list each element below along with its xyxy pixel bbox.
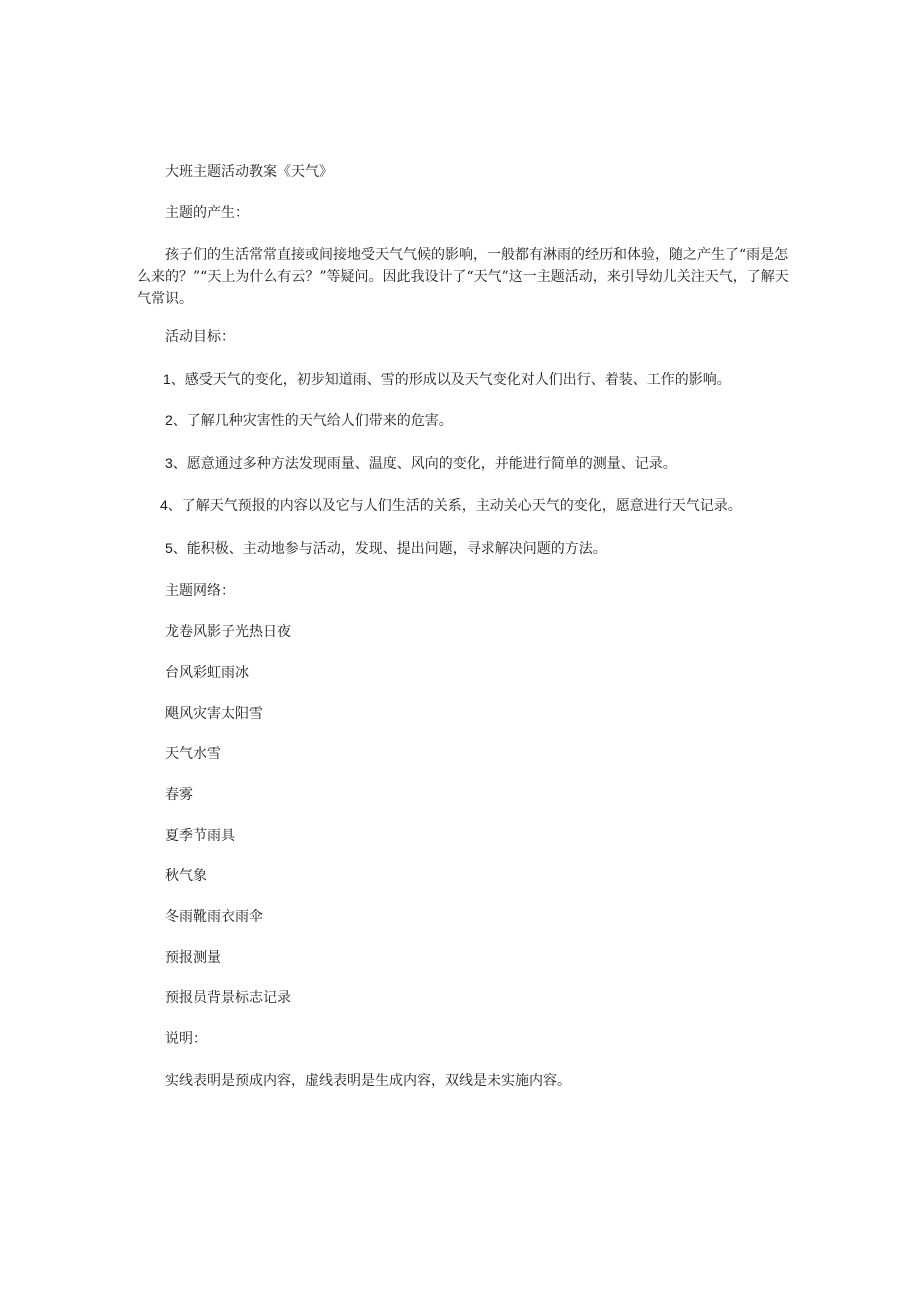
goal-number: 2 xyxy=(165,412,173,428)
goals-heading: 活动目标： xyxy=(165,329,235,345)
goal-number: 3 xyxy=(165,455,173,471)
note-text: 实线表明是预成内容，虚线表明是生成内容，双线是未实施内容。 xyxy=(165,1073,571,1089)
network-line: 龙卷风影子光热日夜 xyxy=(165,624,291,640)
goal-item xyxy=(165,410,453,431)
network-line: 春雾 xyxy=(165,787,193,803)
goal-item xyxy=(165,538,607,559)
origin-heading: 主题的产生： xyxy=(165,205,249,221)
goal-text: 、了解几种灾害性的天气给人们带来的危害。 xyxy=(172,413,453,429)
goal-number: 4 xyxy=(160,497,168,513)
origin-paragraph: 孩子们的生活常常直接或间接地受天气气候的影响，一般都有淋雨的经历和体验，随之产生了“雨是怎么来的？”“天上为什么有云？”等疑问。因此我设计了“天气”这一主题活动，来引导幼儿关注天气，了解天气常识。 xyxy=(137,247,789,307)
goal-item xyxy=(160,495,742,516)
network-line: 冬雨靴雨衣雨伞 xyxy=(165,909,263,925)
goal-item xyxy=(163,369,731,390)
network-line: 预报员背景标志记录 xyxy=(165,990,291,1006)
goal-text: 、能积极、主动地参与活动，发现、提出问题，寻求解决问题的方法。 xyxy=(172,541,607,557)
network-heading: 主题网络： xyxy=(165,583,235,599)
goal-text: 、愿意通过多种方法发现雨量、温度、风向的变化，并能进行简单的测量、记录。 xyxy=(172,456,677,472)
network-line: 夏季节雨具 xyxy=(165,828,235,844)
goal-text: 、了解天气预报的内容以及它与人们生活的关系，主动关心天气的变化，愿意进行天气记录。 xyxy=(167,498,742,514)
network-line: 预报测量 xyxy=(165,950,221,966)
network-line: 台风彩虹雨冰 xyxy=(165,665,249,681)
goal-text: 、感受天气的变化，初步知道雨、雪的形成以及天气变化对人们出行、着装、工作的影响。 xyxy=(170,372,731,388)
network-line: 秋气象 xyxy=(165,868,207,884)
goal-number: 5 xyxy=(165,540,173,556)
network-line: 飓风灾害太阳雪 xyxy=(165,706,263,722)
network-line: 天气水雪 xyxy=(165,746,221,762)
goal-number: 1 xyxy=(163,371,171,387)
document-title: 大班主题活动教案《天气》 xyxy=(165,164,333,180)
note-heading: 说明： xyxy=(165,1031,207,1047)
goal-item xyxy=(165,453,677,474)
